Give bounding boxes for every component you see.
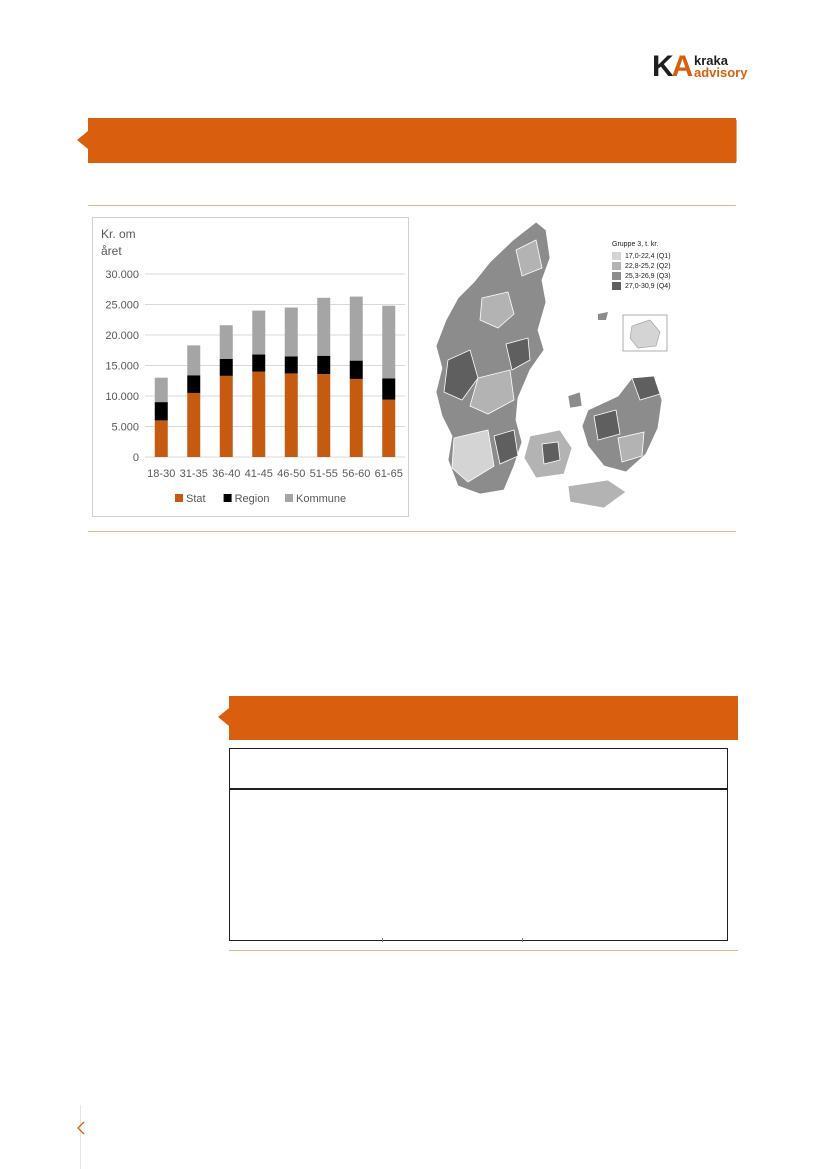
x-tick-label: 41-45 xyxy=(244,468,273,480)
logo-a: A xyxy=(671,50,692,83)
bar-stat-18-30 xyxy=(155,420,168,457)
bar-stat-41-45 xyxy=(252,372,265,457)
table-column-tick xyxy=(382,938,383,942)
figure-bottom-rule xyxy=(88,531,736,532)
bar-kommune-36-40 xyxy=(220,325,233,359)
kraka-advisory-logo xyxy=(652,52,762,82)
bar-kommune-18-30 xyxy=(155,378,168,402)
map-legend-item-q3 xyxy=(612,271,732,281)
legend-label-region: Region xyxy=(234,493,270,505)
y-axis-label-line1: Kr. om xyxy=(101,227,136,241)
legend-label-stat: Stat xyxy=(186,493,206,505)
logo-k: K xyxy=(652,50,672,83)
bar-stat-51-55 xyxy=(317,374,330,457)
chevron-left-icon xyxy=(74,1120,90,1136)
bar-region-51-55 xyxy=(317,356,330,374)
chart-canvas xyxy=(93,218,408,516)
chart-bars xyxy=(155,297,396,457)
margin-line xyxy=(80,1105,81,1169)
bar-stat-46-50 xyxy=(285,373,298,457)
chart-grid xyxy=(145,274,405,457)
bar-region-36-40 xyxy=(220,359,233,376)
y-tick-label: 25.000 xyxy=(105,299,139,312)
logo-word-kraka: kraka xyxy=(694,53,728,68)
legend-label-q3: 25,3-26,9 (Q3) xyxy=(625,272,671,280)
x-tick-label: 36-40 xyxy=(212,468,241,480)
banner-edge xyxy=(736,120,737,162)
table-frame xyxy=(229,748,728,941)
bar-region-61-65 xyxy=(382,378,395,399)
bar-kommune-41-45 xyxy=(252,311,265,355)
chart-legend xyxy=(175,493,346,505)
map-legend xyxy=(612,241,732,291)
y-tick-label: 10.000 xyxy=(105,391,139,403)
bar-region-18-30 xyxy=(155,402,168,420)
bar-region-46-50 xyxy=(285,356,298,373)
section-banner-table xyxy=(229,696,738,740)
table-bottom-rule xyxy=(229,950,738,951)
y-tick-label: 15.000 xyxy=(105,360,139,373)
bar-kommune-51-55 xyxy=(317,298,330,356)
bar-region-31-35 xyxy=(187,375,200,393)
bar-kommune-31-35 xyxy=(187,345,200,375)
x-tick-label: 51-55 xyxy=(309,468,338,480)
legend-label-kommune: Kommune xyxy=(296,493,347,505)
legend-swatch-q1 xyxy=(612,252,621,260)
map-legend-title: Gruppe 3, t. kr. xyxy=(612,241,659,248)
map-island xyxy=(568,392,582,408)
bar-region-56-60 xyxy=(350,361,363,379)
bar-kommune-46-50 xyxy=(285,308,298,357)
map-legend-item-q4 xyxy=(612,281,732,291)
table-column-tick xyxy=(522,938,523,942)
legend-label-q2: 22,8-25,2 (Q2) xyxy=(625,262,671,270)
legend-label-q4: 27,0-30,9 (Q4) xyxy=(625,282,671,290)
bar-stat-61-65 xyxy=(382,400,395,457)
map-legend-item-q1 xyxy=(612,251,732,261)
legend-swatch-q4 xyxy=(612,282,621,290)
legend-label-q1: 17,0-22,4 (Q1) xyxy=(625,252,671,260)
stacked-bar-chart xyxy=(92,217,409,517)
map-municipality xyxy=(542,442,560,464)
y-tick-label: 30.000 xyxy=(105,269,139,281)
figure-top-rule xyxy=(88,205,736,206)
y-tick-label: 20.000 xyxy=(105,330,139,342)
x-tick-label: 61-65 xyxy=(374,468,403,480)
banner-arrow xyxy=(77,131,88,149)
legend-swatch-region xyxy=(224,494,232,502)
section-banner-top xyxy=(88,118,736,163)
chart-y-ticks xyxy=(105,269,139,464)
logo-word-advisory: advisory xyxy=(694,65,748,80)
y-tick-label: 0 xyxy=(132,452,139,464)
x-tick-label: 56-60 xyxy=(342,468,371,480)
map-island-anholt xyxy=(598,312,608,320)
map-region-lolland xyxy=(568,480,626,508)
map-legend-item-q2 xyxy=(612,261,732,271)
legend-swatch-stat xyxy=(175,494,183,502)
bar-stat-56-60 xyxy=(350,379,363,457)
x-tick-label: 18-30 xyxy=(147,468,176,480)
bar-stat-36-40 xyxy=(220,376,233,457)
x-tick-label: 46-50 xyxy=(277,468,306,480)
bar-kommune-61-65 xyxy=(382,306,395,379)
legend-swatch-q2 xyxy=(612,262,621,270)
y-axis-label-line2: året xyxy=(101,244,122,258)
banner-arrow xyxy=(218,708,229,726)
bar-stat-31-35 xyxy=(187,393,200,457)
x-tick-label: 31-35 xyxy=(179,468,208,480)
table-header-separator xyxy=(230,788,727,790)
bar-kommune-56-60 xyxy=(350,297,363,361)
legend-swatch-kommune xyxy=(285,494,293,502)
map-region-bornholm xyxy=(630,320,660,348)
y-tick-label: 5.000 xyxy=(111,421,139,434)
chart-x-ticks xyxy=(147,468,403,480)
bar-region-41-45 xyxy=(252,355,265,372)
legend-swatch-q3 xyxy=(612,272,621,280)
